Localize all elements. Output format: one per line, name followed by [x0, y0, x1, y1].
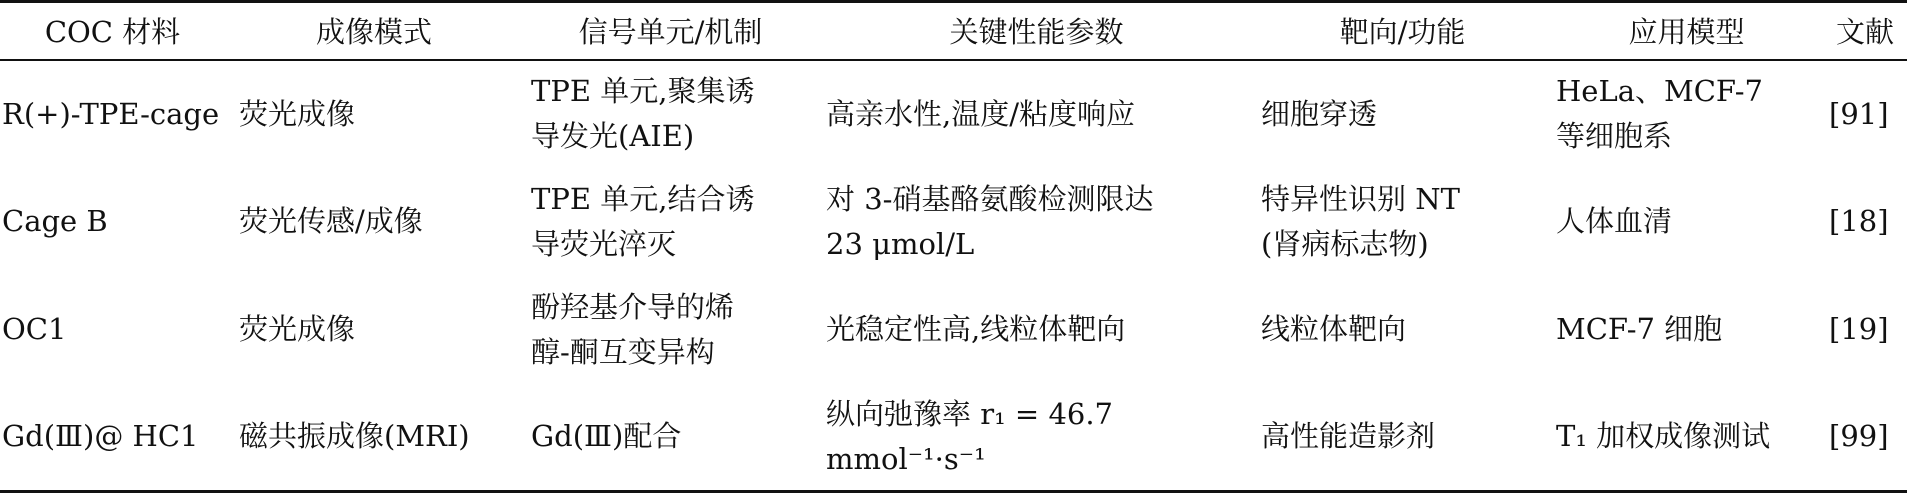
cell-line: R(+)-TPE-cage — [2, 96, 220, 131]
cell-line: HeLa、MCF-7 — [1556, 74, 1763, 108]
cell-line: 高性能造影剂 — [1261, 419, 1436, 454]
table-header-row — [0, 2, 1907, 60]
cell-line: 导发光(AIE) — [531, 119, 695, 153]
cell-targeting — [1255, 60, 1550, 168]
cell-line: 人体血清 — [1556, 204, 1673, 238]
cell-mode — [225, 168, 523, 276]
cell-mode — [225, 60, 523, 168]
cell-line: 纵向弛豫率 r₁ = 46.7 — [826, 396, 1114, 431]
cell-model — [1550, 276, 1823, 384]
table-row — [0, 168, 1907, 276]
cell-ref — [1823, 168, 1907, 276]
cell-line: (肾病标志物) — [1261, 226, 1429, 261]
cell-mechanism — [523, 384, 818, 492]
cell-line: T₁ 加权成像测试 — [1556, 419, 1771, 454]
cell-line: 酚羟基介导的烯 — [531, 289, 735, 324]
cell-line: 特异性识别 NT — [1261, 181, 1460, 216]
cell-material — [0, 60, 225, 168]
cell-line: [99] — [1829, 419, 1889, 454]
cell-ref — [1823, 276, 1907, 384]
header-targeting: 靶向/功能 — [1255, 2, 1550, 60]
cell-line: [18] — [1829, 204, 1889, 238]
cell-targeting — [1255, 384, 1550, 492]
header-material: COC 材料 — [0, 2, 225, 60]
cell-mechanism — [523, 60, 818, 168]
table-row — [0, 384, 1907, 492]
cell-material — [0, 168, 225, 276]
cell-line: 线粒体靶向 — [1261, 312, 1407, 346]
table-row — [0, 60, 1907, 168]
cell-line: 醇-酮互变异构 — [531, 334, 715, 369]
cell-line: 光稳定性高,线粒体靶向 — [826, 312, 1126, 346]
cell-line: 磁共振成像(MRI) — [239, 419, 470, 454]
cell-line: TPE 单元,聚集诱 — [531, 74, 755, 108]
cell-model — [1550, 384, 1823, 492]
cell-mode — [225, 384, 523, 492]
table-row — [0, 276, 1907, 384]
cell-line: Gd(Ⅲ)配合 — [531, 419, 682, 454]
cell-line: 23 μmol/L — [826, 226, 975, 261]
cell-mechanism — [523, 276, 818, 384]
cell-line: 等细胞系 — [1556, 119, 1673, 153]
header-mechanism: 信号单元/机制 — [523, 2, 818, 60]
header-performance: 关键性能参数 — [818, 2, 1255, 60]
cell-line: MCF-7 细胞 — [1556, 312, 1723, 346]
cell-material — [0, 276, 225, 384]
cell-line: Gd(Ⅲ)@ HC1 — [2, 419, 199, 454]
cell-line: 荧光成像 — [239, 312, 356, 346]
header-ref: 文献 — [1823, 2, 1907, 60]
cell-line: 高亲水性,温度/粘度响应 — [826, 96, 1135, 131]
cell-ref — [1823, 60, 1907, 168]
header-model: 应用模型 — [1550, 2, 1823, 60]
cell-performance — [818, 60, 1255, 168]
cell-targeting — [1255, 276, 1550, 384]
cell-line: Cage B — [2, 204, 108, 238]
cell-line: [91] — [1829, 96, 1889, 131]
header-mode: 成像模式 — [225, 2, 523, 60]
cell-line: TPE 单元,结合诱 — [531, 181, 755, 216]
cell-material — [0, 384, 225, 492]
cell-line: 荧光成像 — [239, 96, 356, 131]
cell-targeting — [1255, 168, 1550, 276]
cell-mode — [225, 276, 523, 384]
cell-model — [1550, 60, 1823, 168]
cell-performance — [818, 168, 1255, 276]
cell-line: [19] — [1829, 312, 1889, 346]
cell-line: 导荧光淬灭 — [531, 226, 677, 261]
cell-performance — [818, 384, 1255, 492]
cell-line: 荧光传感/成像 — [239, 204, 423, 238]
cell-line: 细胞穿透 — [1261, 96, 1378, 131]
cell-performance — [818, 276, 1255, 384]
cell-line: mmol⁻¹·s⁻¹ — [826, 441, 986, 476]
table-body — [0, 60, 1907, 492]
cell-model — [1550, 168, 1823, 276]
cell-line: OC1 — [2, 312, 67, 346]
cell-ref — [1823, 384, 1907, 492]
cell-line: 对 3-硝基酪氨酸检测限达 — [826, 181, 1154, 216]
cell-mechanism — [523, 168, 818, 276]
